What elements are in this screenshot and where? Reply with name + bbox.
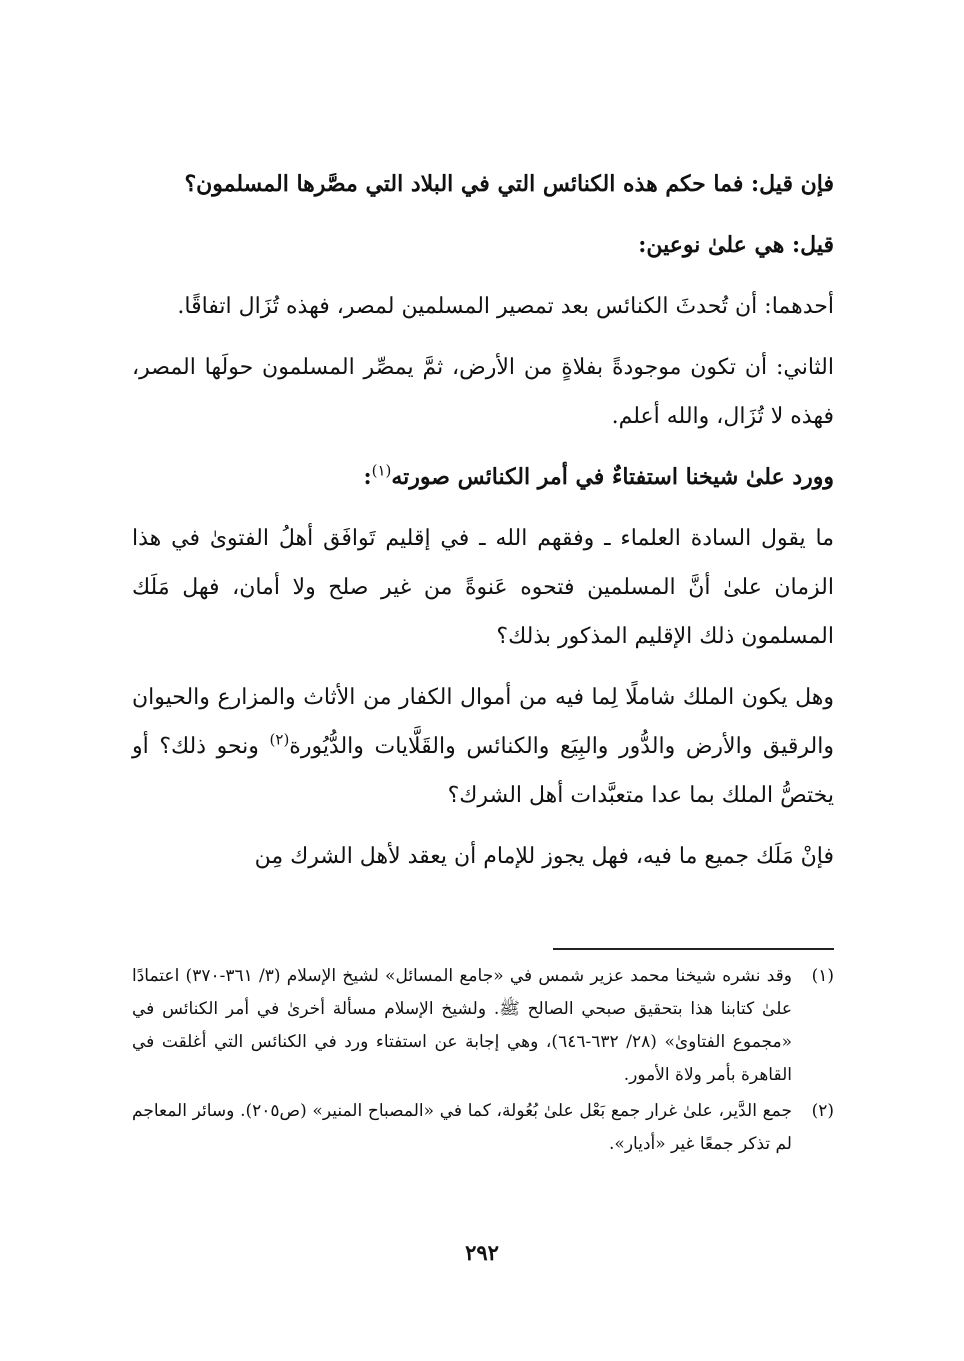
paragraph-ownership bbox=[132, 673, 834, 820]
footnote-ref-1: (١) bbox=[371, 461, 392, 480]
fatwa-heading-colon: : bbox=[363, 464, 372, 490]
answer-text: : هي علىٰ نوعين: bbox=[638, 232, 801, 258]
footnotes bbox=[132, 960, 834, 1164]
footnote-text: جمع الدَّير، علىٰ غرار جمع بَعْل علىٰ بُعُولة، كما في «المصباح المنير» (ص٢٠٥). وسائر المعاجم لم تذكر جمعًا غير «أديار». bbox=[132, 1101, 793, 1154]
footnote-number: (١) bbox=[811, 966, 834, 986]
footnote-2 bbox=[132, 1095, 834, 1161]
paragraph-second-type: الثاني: أن تكون موجودةً بفلاةٍ من الأرض، ثمَّ يمصِّر المسلمون حولَها المصر، فهذه لا تُزَال، والله أعلم. bbox=[132, 355, 834, 429]
ownership-tail: ونحو ذلك؟ أو يختصُّ الملك بما عدا متعبَّدات أهل الشرك؟ bbox=[132, 734, 834, 808]
footnote-number: (٢) bbox=[811, 1101, 834, 1121]
paragraph-fatwa-heading bbox=[132, 453, 834, 502]
fatwa-heading-text: وورد علىٰ شيخنا استفتاءٌ في أمر الكنائس صورته bbox=[391, 464, 834, 490]
paragraph-imam: فإنْ مَلَك جميع ما فيه، فهل يجوز للإمام أن يعقد لأهل الشرك مِن bbox=[254, 844, 834, 869]
page-number: ٢٩٢ bbox=[465, 1240, 499, 1265]
paragraph-fatwa-question: ما يقول السادة العلماء ـ وفقهم الله ـ في إقليم تَوافَق أهلُ الفتوىٰ في هذا الزمان علىٰ أنَّ المسلمين فتحوه عَنوةً من غير صلح ولا أمان، فهل مَلَك المسلمون ذلك الإقليم المذكور بذلك؟ bbox=[132, 526, 834, 649]
paragraph-first-type: أحدهما: أن تُحدثَ الكنائس بعد تمصير المسلمين لمصر، فهذه تُزَال اتفاقًا. bbox=[177, 294, 834, 319]
answer-lead: قيل bbox=[800, 232, 834, 258]
question-lead: فإن قيل bbox=[759, 171, 834, 197]
footnote-text: وقد نشره شيخنا محمد عزير شمس في «جامع المسائل» لشيخ الإسلام (٣/ ٣٦١-٣٧٠) اعتمادًا علىٰ كتابنا هذا بتحقيق صبحي الصالح ﷺ. ولشيخ الإسلام مسألة أخرىٰ في أمر الكنائس في «مجموع الفتاوىٰ» (٢٨/ ٦٣٢-٦٤٦)، وهي إجابة عن استفتاء ورد في الكنائس التي أغلقت في القاهرة بأمر ولاة الأمور. bbox=[132, 966, 792, 1085]
paragraph-question bbox=[132, 160, 834, 209]
main-text bbox=[132, 160, 834, 893]
footnote-ref-2: (٢) bbox=[269, 730, 290, 749]
footnote-separator bbox=[553, 948, 834, 950]
footnote-1 bbox=[132, 960, 834, 1092]
ownership-text: وهل يكون الملك شاملًا لِما فيه من أموال الكفار من الأثاث والمزارع والحيوان والرقيق والأرض والدُّور والبِيَع والكنائس والقَلَّايات والدُّيُورة bbox=[132, 685, 834, 759]
question-text: : فما حكم هذه الكنائس التي في البلاد التي مصَّرها المسلمون؟ bbox=[184, 171, 760, 197]
paragraph-answer bbox=[132, 221, 834, 270]
